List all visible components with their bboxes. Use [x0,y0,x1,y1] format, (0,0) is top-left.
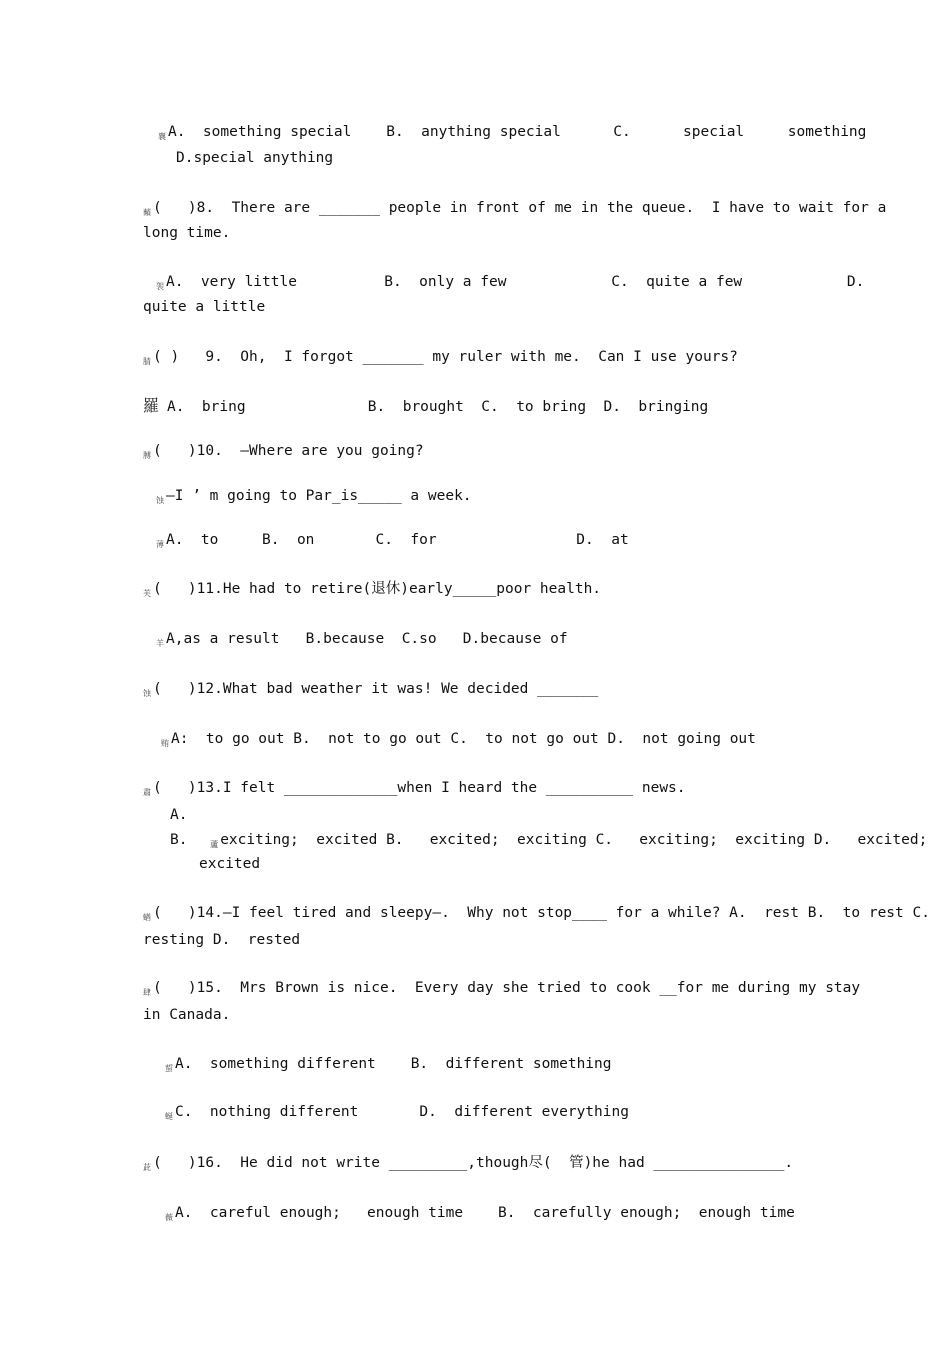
q15-question-text: ( )15. Mrs Brown is nice. Every day she tried to cook __for me during my stay [153,980,861,996]
q12-options-text: A: to go out B. not to go out C. to not go out D. not going out [171,731,756,747]
margin-mark: 茈 [143,1163,151,1172]
margin-mark: 肅 [143,788,151,797]
margin-mark: 蜇 [165,1064,173,1073]
margin-mark: 羅 [143,396,160,415]
q13-options-text: exciting; excited B. excited; exciting C. exciting; exciting D. excited; [220,832,928,848]
q7-options-cont: D.special anything [176,150,334,166]
q14-question [143,904,930,927]
q8-options-cont: quite a little [143,299,266,315]
q9-options [143,397,708,416]
q15-question-cont: in Canada. [143,1007,231,1023]
q15-options-row1-text: A. something different B. different something [175,1056,612,1072]
margin-mark: 蚀 [143,689,151,698]
q13-options-cont: excited [199,856,261,872]
q13-question-text: ( )13.I felt _____________when I heard the __________ news. [153,780,686,796]
q12-options [161,730,756,753]
q13-question [143,779,686,802]
q10-reply-text: —I ’ m going to Par_is_____ a week. [166,488,472,504]
q11-options-text: A,as a result B.because C.so D.because of [166,631,568,647]
q15-options-row2 [165,1103,629,1126]
margin-mark: 羊 [156,639,164,648]
margin-mark: 膊 [143,451,151,460]
q7-options [158,123,866,146]
margin-mark: 蝤 [143,913,151,922]
margin-mark: 贿 [161,739,169,748]
q7-options-text: A. something special B. anything special C. special something [168,124,867,140]
q12-question [143,680,598,703]
q8-question [143,199,886,222]
margin-mark: 薇 [165,1213,173,1222]
margin-mark: 腈 [143,357,151,366]
q8-question-cont: long time. [143,225,231,241]
margin-mark: 薄 [156,540,164,549]
q15-options-row1 [165,1055,612,1078]
q16-question-text: ( )16. He did not write _________,though尽( 管)he had _______________. [153,1155,794,1171]
q15-question [143,979,860,1002]
q10-options-text: A. to B. on C. for D. at [166,532,629,548]
q13-option-a-label: A. [170,807,188,823]
q9-question-text: ( ) 9. Oh, I forgot _______ my ruler with me. Can I use yours? [153,349,738,365]
q10-question [143,442,424,465]
q9-options-text: A. bring B. brought C. to bring D. bringing [167,399,709,415]
q8-options [156,273,864,296]
q10-options [156,531,629,554]
q11-question-text: ( )11.He had to retire(退休)early_____poor health. [153,581,602,597]
margin-mark: 蘱 [143,208,151,217]
q11-options [156,630,568,653]
q13-option-b-label: B. [170,832,188,848]
q14-question-text: ( )14.—I feel tired and sleepy—. Why not stop____ for a while? A. rest B. to rest C. [153,905,930,921]
q16-question [143,1154,793,1177]
q12-question-text: ( )12.What bad weather it was! We decided _______ [153,681,599,697]
margin-mark: 芙 [143,589,151,598]
q14-question-cont: resting D. rested [143,932,301,948]
margin-mark: 蚀 [156,496,164,505]
q10-question-text: ( )10. —Where are you going? [153,443,424,459]
q8-options-text: A. very little B. only a few C. quite a few D. [166,274,865,290]
q16-options-text: A. careful enough; enough time B. carefully enough; enough time [175,1205,795,1221]
q15-options-row2-text: C. nothing different D. different everything [175,1104,629,1120]
margin-mark: 蘆 [210,840,219,849]
q11-question [143,580,601,603]
q16-options [165,1204,795,1227]
q8-question-text: ( )8. There are _______ people in front of me in the queue. I have to wait for a [153,200,887,216]
margin-mark: 蜒 [165,1112,173,1121]
q9-question [143,348,738,371]
q10-reply [156,487,472,510]
q13-options [170,831,927,854]
margin-mark: 肆 [143,988,151,997]
margin-mark: 襄 [158,132,166,141]
margin-mark: 袈 [156,282,164,291]
